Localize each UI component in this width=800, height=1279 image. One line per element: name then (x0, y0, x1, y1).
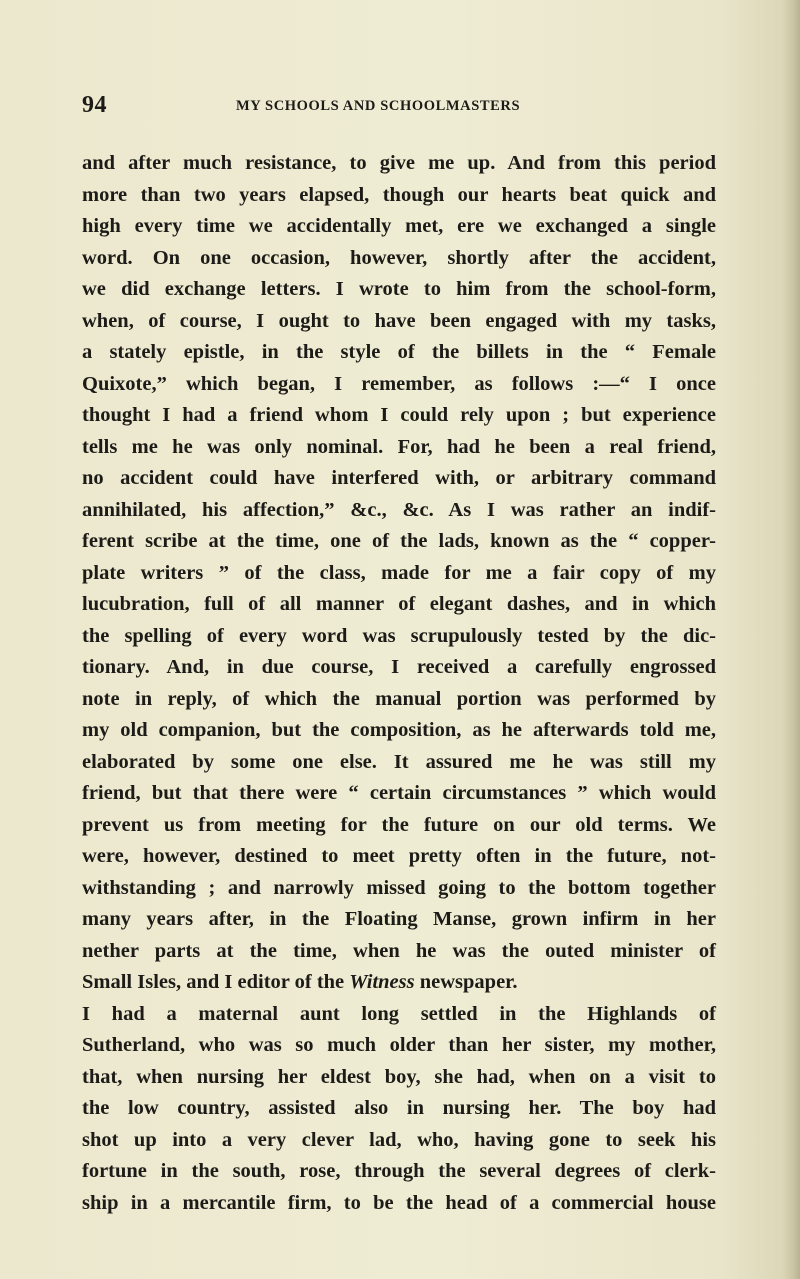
text-line: the low country, assisted also in nursing her. The boy had (82, 1097, 716, 1119)
text-line: a stately epistle, in the style of the billets in the “ Female (82, 341, 716, 363)
text-line: word. On one occasion, however, shortly after the accident, (82, 246, 716, 269)
text-line: annihilated, his affection,” &c., &c. As I was rather an indif- (82, 498, 716, 521)
text-line: were, however, destined to meet pretty often in the future, not- (82, 845, 716, 867)
text-line: ferent scribe at the time, one of the lads, known as the “ copper- (82, 530, 716, 552)
text-line: Sutherland, who was so much older than her sister, my mother, (82, 1034, 716, 1056)
text-line: tells me he was only nominal. For, had he been a real friend, (82, 435, 716, 458)
page-header (82, 92, 732, 120)
text-line: friend, but that there were “ certain circumstances ” which would (82, 782, 716, 804)
text-line: lucubration, full of all manner of elegant dashes, and in which (82, 593, 716, 615)
text-line: and after much resistance, to give me up. And from this period (82, 152, 716, 174)
text-line: that, when nursing her eldest boy, she had, when on a visit to (82, 1065, 716, 1088)
text-line: many years after, in the Floating Manse, grown infirm in her (82, 908, 716, 930)
page-number: 94 (82, 92, 107, 118)
body-text (82, 148, 716, 1219)
text-line: the spelling of every word was scrupulously tested by the dic- (82, 624, 716, 647)
text-line: no accident could have interfered with, or arbitrary command (82, 467, 716, 489)
text-line: my old companion, but the composition, as he afterwards told me, (82, 719, 716, 741)
text-line: prevent us from meeting for the future on our old terms. We (82, 813, 716, 836)
page-edge-shadow (782, 0, 800, 1279)
text-line: ship in a mercantile firm, to be the head of a commercial house (82, 1191, 716, 1214)
text-line: tionary. And, in due course, I received a carefully engrossed (82, 656, 716, 678)
text-line: elaborated by some one else. It assured me he was still my (82, 750, 716, 773)
text-line: Quixote,” which began, I remember, as follows :—“ I once (82, 372, 716, 395)
text-line: note in reply, of which the manual portion was performed by (82, 687, 716, 710)
text-line: withstanding ; and narrowly missed going to the bottom together (82, 876, 716, 899)
text-line: plate writers ” of the class, made for me a fair copy of my (82, 561, 716, 584)
text-line: when, of course, I ought to have been engaged with my tasks, (82, 309, 716, 332)
running-head: MY SCHOOLS AND SCHOOLMASTERS (236, 98, 521, 114)
text-line: we did exchange letters. I wrote to him from the school-form, (82, 278, 716, 300)
text-line: thought I had a friend whom I could rely upon ; but experience (82, 404, 716, 426)
text-line: fortune in the south, rose, through the several degrees of clerk- (82, 1160, 716, 1182)
text-line: nether parts at the time, when he was the outed minister of (82, 939, 716, 962)
newspaper-title: Witness (349, 971, 415, 993)
text-line: high every time we accidentally met, ere we exchanged a single (82, 215, 716, 237)
text-line: shot up into a very clever lad, who, having gone to seek his (82, 1128, 716, 1151)
text-line: more than two years elapsed, though our hearts beat quick and (82, 183, 716, 206)
text-line: Small Isles, and I editor of the Witness newspaper. (82, 971, 518, 993)
text-line: I had a maternal aunt long settled in the Highlands of (82, 1002, 716, 1025)
